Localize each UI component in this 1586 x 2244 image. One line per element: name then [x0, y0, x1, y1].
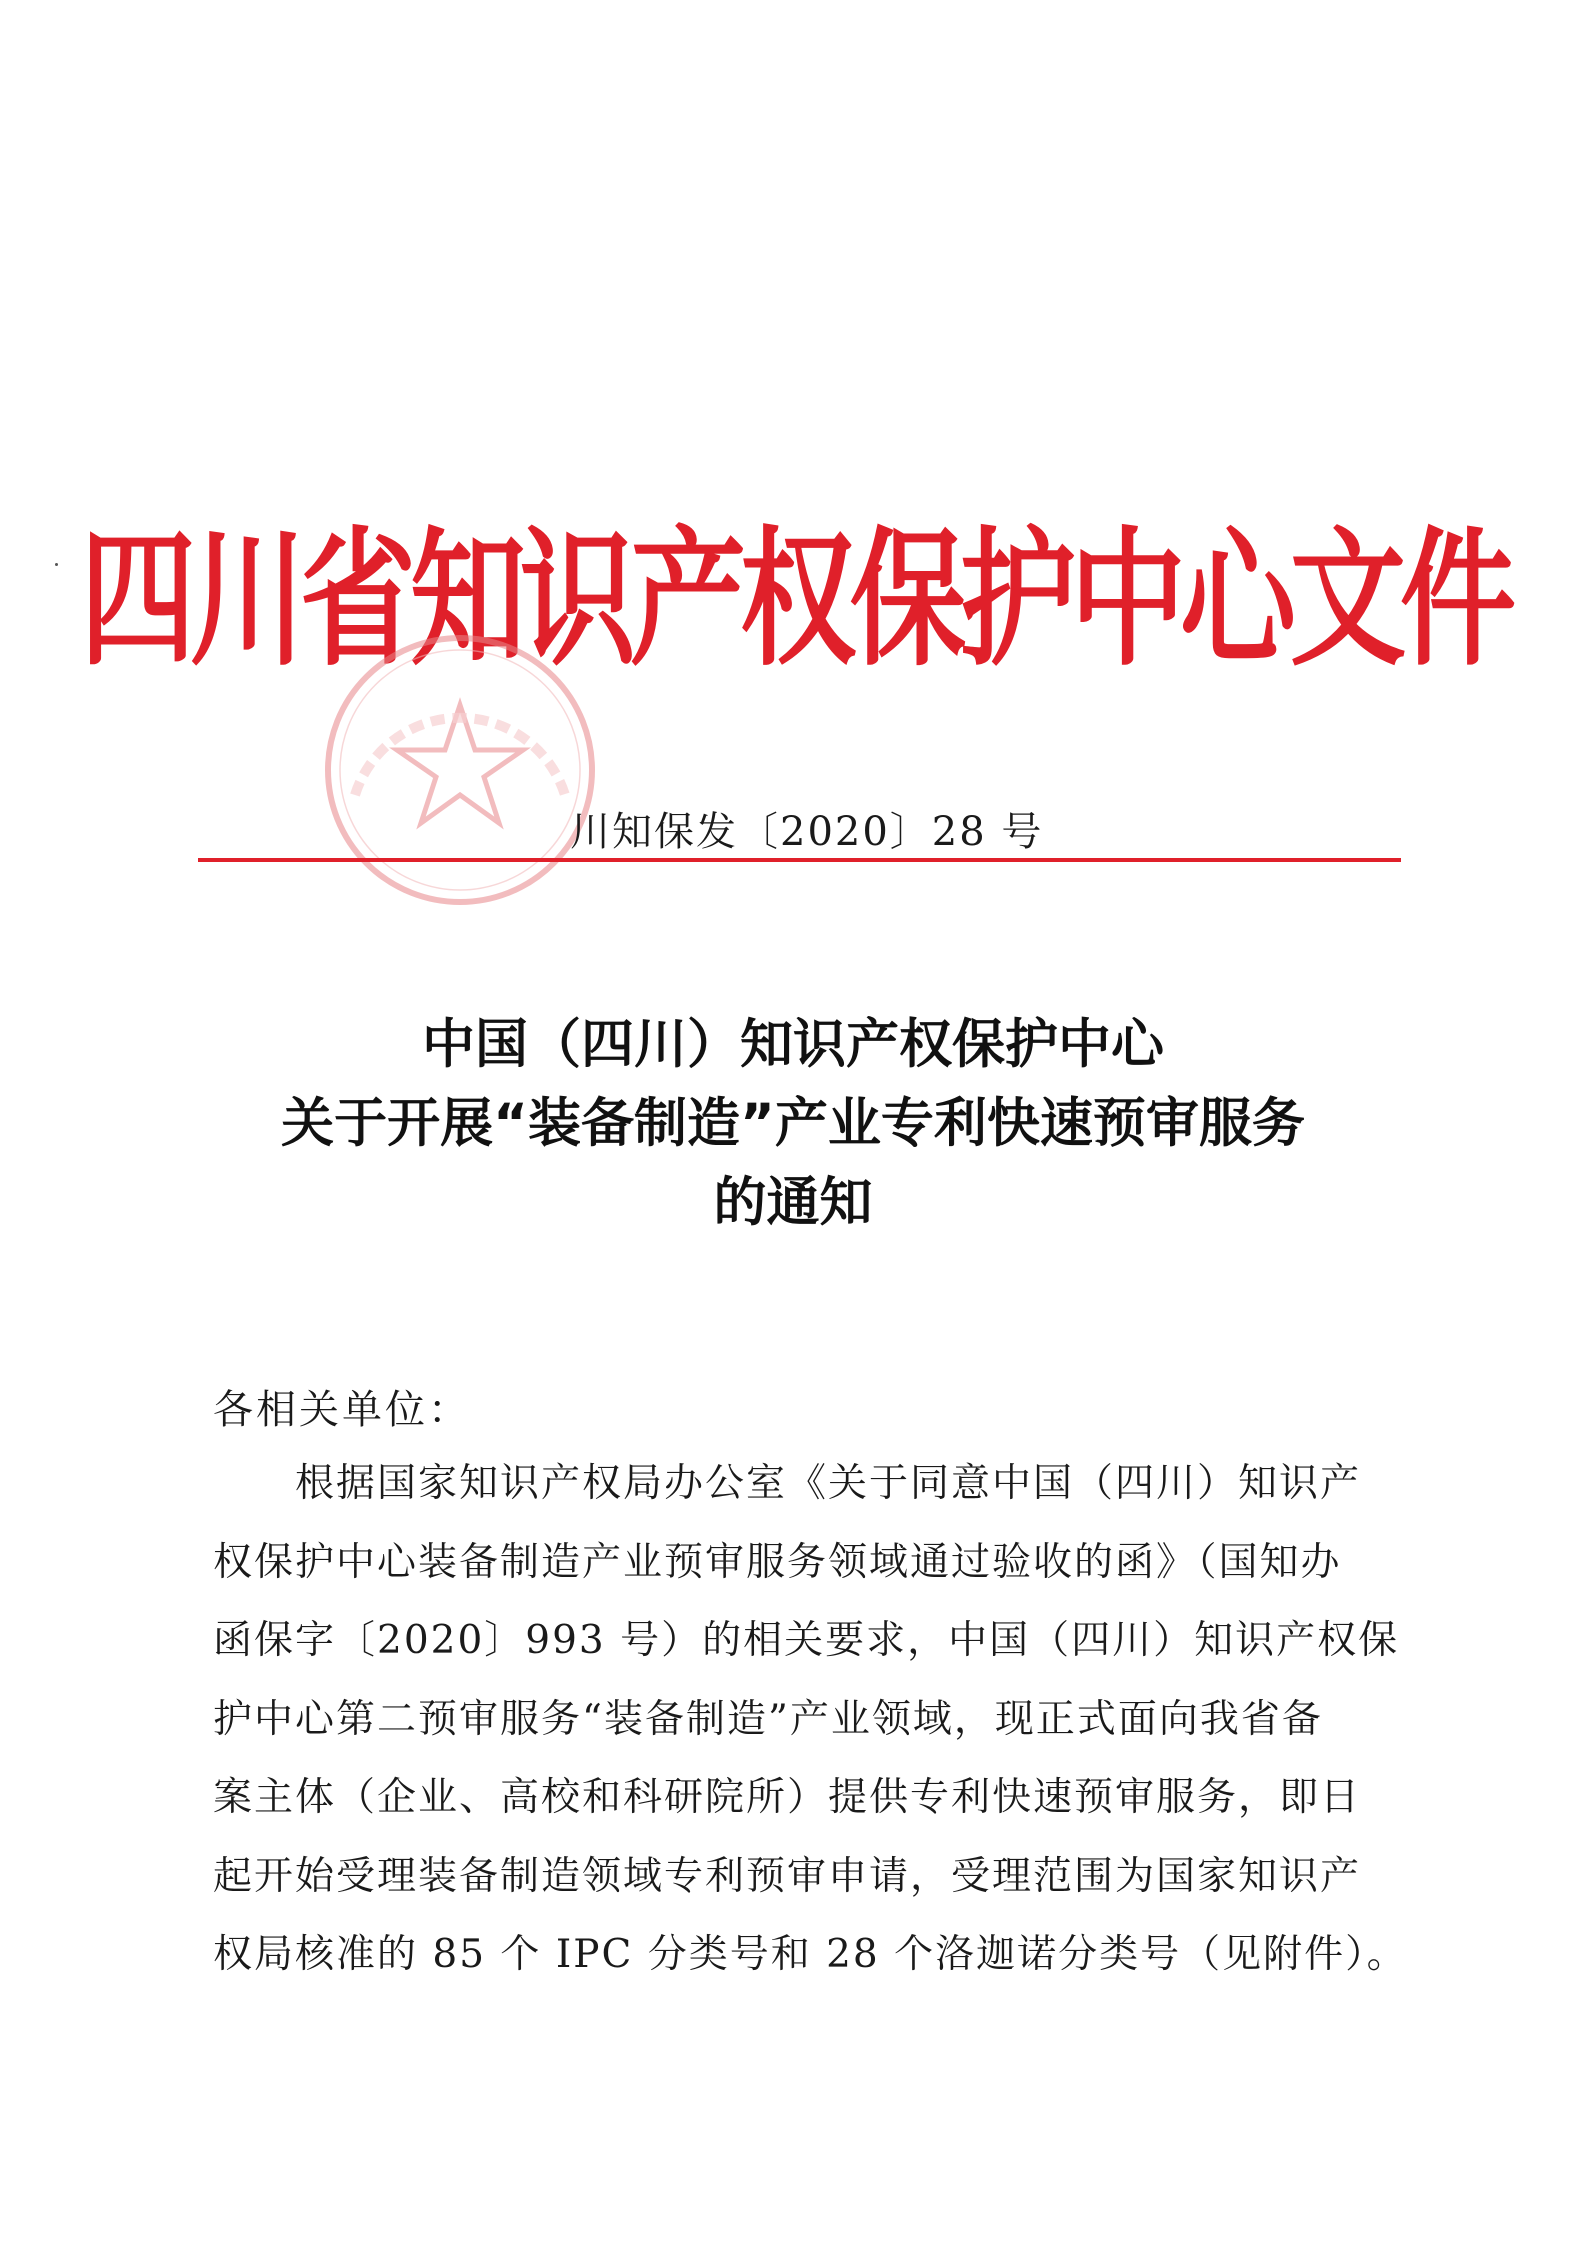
salutation: 各相关单位： [213, 1387, 471, 1433]
body-paragraph [213, 1445, 1408, 1995]
official-seal-icon [315, 625, 605, 915]
body-line: 函保字〔2020〕993 号）的相关要求，中国（四川）知识产权保 [213, 1618, 1400, 1663]
title-line: 中国（四川）知识产权保护中心 [422, 1014, 1164, 1075]
body-line: 起开始受理装备制造领域专利预审申请，受理范围为国家知识产 [213, 1853, 1362, 1899]
notice-title [150, 1005, 1436, 1242]
red-divider-line [198, 858, 1401, 862]
body-line: 权局核准的 85 个 IPC 分类号和 28 个洛迦诺分类号（见附件）。 [213, 1932, 1408, 1977]
document-number: 川知保发〔2020〕28 号 [570, 809, 1044, 855]
title-line: 的通知 [713, 1172, 873, 1233]
issuing-authority-title: 四川省知识产权保护中心文件 [80, 513, 1510, 687]
body-line: 案主体（企业、高校和科研院所）提供专利快速预审服务，即日 [213, 1775, 1362, 1820]
title-line: 关于开展“装备制造”产业专利快速预审服务 [281, 1093, 1305, 1154]
scan-speck [55, 563, 58, 566]
body-line: 护中心第二预审服务“装备制造”产业领域，现正式面向我省备 [213, 1696, 1323, 1742]
body-line: 根据国家知识产权局办公室《关于同意中国（四川）知识产 [213, 1461, 1362, 1506]
body-line: 权保护中心装备制造产业预审服务领域通过验收的函》（国知办 [213, 1539, 1342, 1585]
